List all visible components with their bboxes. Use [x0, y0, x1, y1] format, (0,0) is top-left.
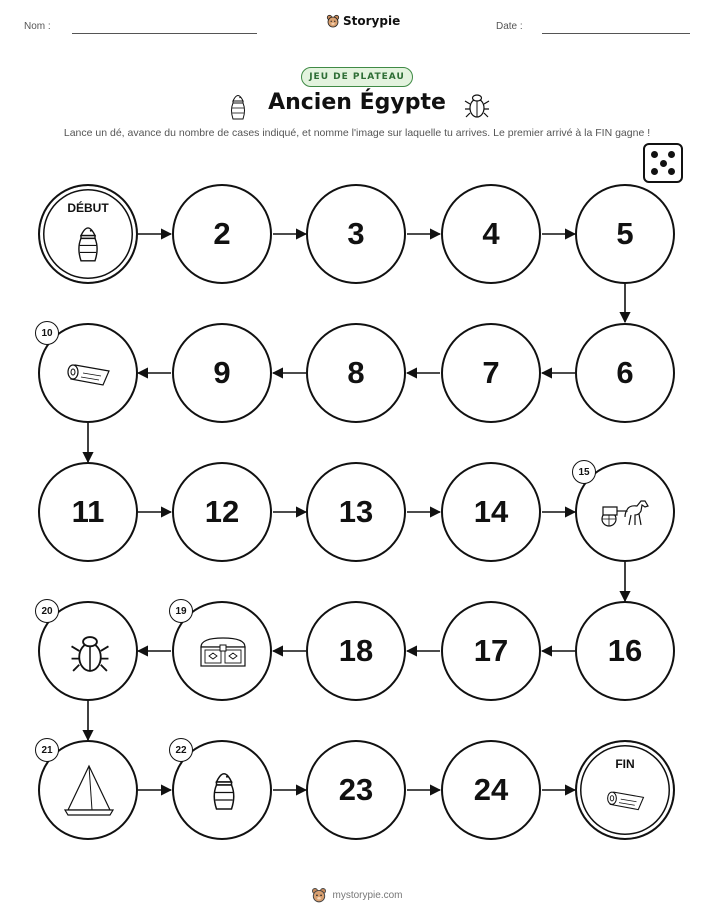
- square-number: 4: [482, 216, 500, 251]
- footer: [0, 887, 714, 903]
- board-square-24: [441, 740, 541, 840]
- game-type-badge: JEU DE PLATEAU: [301, 67, 413, 87]
- brand-name: Storypie: [343, 14, 401, 28]
- square-number: 11: [71, 494, 105, 529]
- board-square-22: [172, 740, 272, 840]
- square-number: 7: [482, 355, 500, 390]
- square-number: 6: [616, 355, 634, 390]
- square-number: 5: [616, 216, 634, 251]
- board-square-12: [172, 462, 272, 562]
- square-number: 23: [338, 772, 374, 807]
- square-number: 18: [338, 633, 374, 668]
- start-label: DÉBUT: [67, 201, 109, 215]
- canopic-jar-icon: [74, 223, 102, 265]
- board-square-16: [575, 601, 675, 701]
- treasure-chest-icon: [197, 635, 249, 669]
- pyramid-icon: [64, 764, 114, 818]
- square-number-badge: 10: [35, 321, 59, 345]
- square-number: 9: [213, 355, 231, 390]
- square-number-badge: 22: [169, 738, 193, 762]
- square-number: 12: [204, 494, 240, 529]
- date-label: Date :: [496, 21, 523, 32]
- board-square-17: [441, 601, 541, 701]
- board-square-15: [575, 462, 675, 562]
- scarab-icon: [70, 631, 110, 677]
- board-square-4: [441, 184, 541, 284]
- square-number: 8: [347, 355, 365, 390]
- board-square-23: [306, 740, 406, 840]
- bear-icon: [311, 887, 327, 903]
- canopic-jar-icon: [209, 766, 239, 816]
- board-square-7: [441, 323, 541, 423]
- papyrus-scroll-icon: [605, 788, 647, 812]
- board-square-11: [38, 462, 138, 562]
- square-number: 24: [473, 772, 509, 807]
- board-square-6: [575, 323, 675, 423]
- instructions-text: Lance un dé, avance du nombre de cases indiqué, et nomme l'image sur laquelle tu arrives. Le premier arrivé à la FIN gagne !: [63, 127, 651, 139]
- board-square-21: [38, 740, 138, 840]
- square-number: 3: [347, 216, 365, 251]
- board-square-10: [38, 323, 138, 423]
- square-number: 16: [607, 633, 643, 668]
- board-square-9: [172, 323, 272, 423]
- board-square-8: [306, 323, 406, 423]
- board-square-2: [172, 184, 272, 284]
- square-number-badge: 21: [35, 738, 59, 762]
- board-square-14: [441, 462, 541, 562]
- footer-url[interactable]: mystorypie.com: [332, 889, 403, 901]
- end-label: FIN: [615, 757, 635, 771]
- square-number-badge: 19: [169, 599, 193, 623]
- page-title: Ancien Égypte: [268, 90, 446, 115]
- board-square-start: [38, 184, 138, 284]
- board-square-18: [306, 601, 406, 701]
- board-square-end: [575, 740, 675, 840]
- name-label: Nom :: [24, 21, 51, 32]
- board-square-19: [172, 601, 272, 701]
- board-square-5: [575, 184, 675, 284]
- square-number-badge: 20: [35, 599, 59, 623]
- square-number: 14: [473, 494, 509, 529]
- board-square-3: [306, 184, 406, 284]
- square-number-badge: 15: [572, 460, 596, 484]
- papyrus-scroll-icon: [65, 361, 113, 387]
- chariot-icon: [599, 497, 653, 529]
- square-number: 2: [213, 216, 231, 251]
- board-square-20: [38, 601, 138, 701]
- board-square-13: [306, 462, 406, 562]
- square-number: 13: [338, 494, 374, 529]
- square-number: 17: [473, 633, 509, 668]
